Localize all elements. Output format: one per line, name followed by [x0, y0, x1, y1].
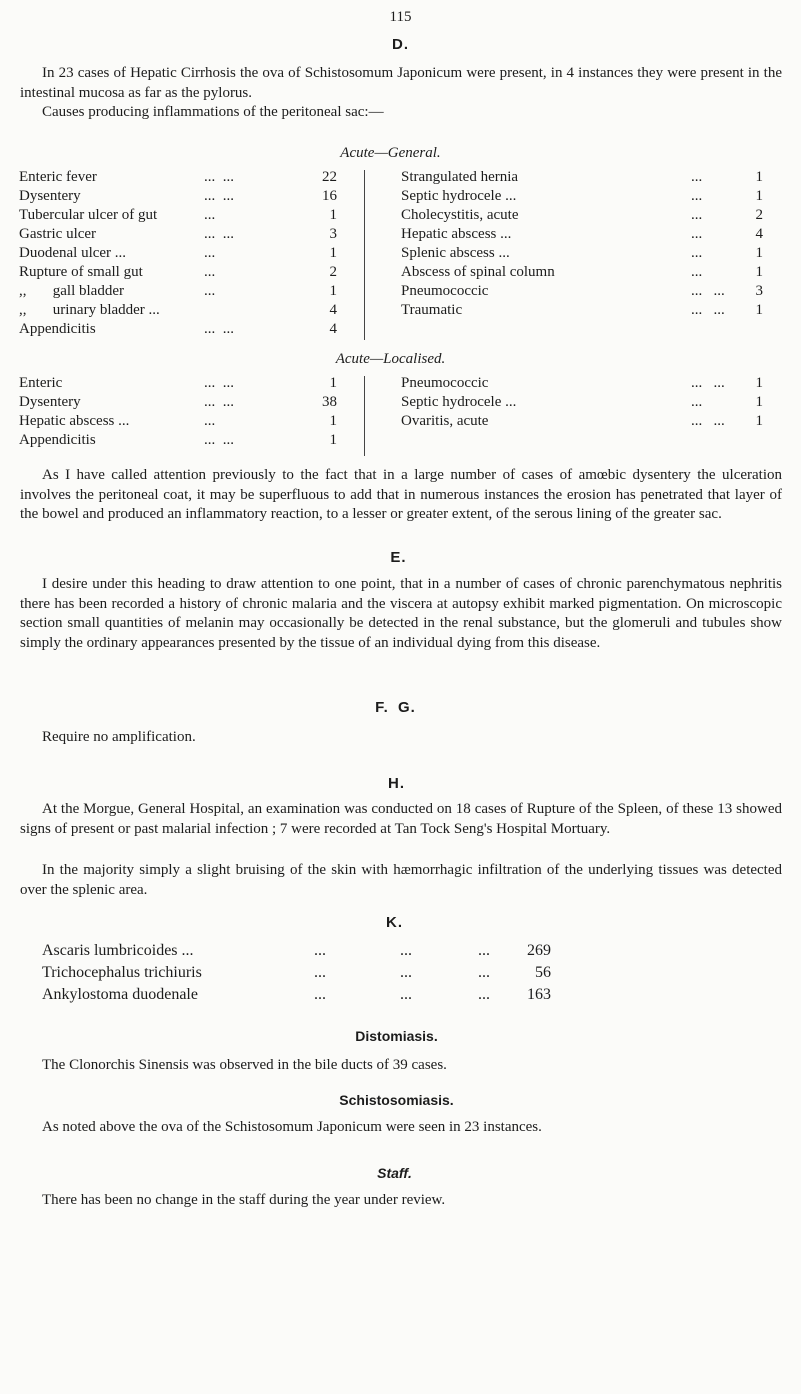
row-leader-dots: ... [204, 413, 216, 429]
row-value: 1 [755, 264, 763, 280]
row-label: Rupture of small gut [19, 264, 143, 280]
helminth-name: Ankylostoma duodenale [42, 986, 198, 1003]
section-d-intro: In 23 cases of Hepatic Cirrhosis the ova of Schistosomum Japonicum were present, in 4 instances they were present in the intestinal mucosa as far as the pylorus. [20, 65, 782, 101]
table-row [19, 206, 337, 225]
table-row [401, 263, 763, 282]
list-item [42, 941, 551, 963]
table-row [19, 431, 337, 450]
row-value: 4 [755, 226, 763, 242]
localised-left-table [19, 374, 337, 450]
row-value: 1 [329, 207, 337, 223]
row-label: Cholecystitis, acute [401, 207, 519, 223]
section-fg-heading: F. G. [375, 699, 416, 716]
section-e-text: I desire under this heading to draw attention to one point, that in a number of cases of chronic parenchymatous nephritis there has been recorded a history of chronic malaria and the viscera at autopsy exhibit marked pigmentation. On microscopic section small quantities of melanin may occasionally be detected in the renal substance, but the glomeruli and tubules show simply the ordinary appearances presented by the tissue of an individual dying from this disease. [20, 576, 782, 651]
row-value: 1 [755, 413, 763, 429]
section-h-text-2: In the majority simply a slight bruising of the skin with hæmorrhagic infiltration of the underlying tissues was detected over the splenic area. [20, 862, 782, 898]
row-value: 4 [329, 302, 337, 318]
row-value: 1 [755, 169, 763, 185]
helminth-count: 269 [527, 942, 551, 959]
row-label: Ovaritis, acute [401, 413, 489, 429]
leader-dots: ... [478, 964, 490, 981]
section-h-heading: H. [388, 775, 405, 792]
row-label: Appendicitis [19, 432, 96, 448]
table-row [19, 412, 337, 431]
table-row [401, 244, 763, 263]
row-value: 2 [329, 264, 337, 280]
leader-dots: ... [400, 942, 412, 959]
leader-dots: ... [478, 942, 490, 959]
row-leader-dots: ... [204, 283, 216, 299]
row-leader-dots: ... ... [204, 188, 234, 204]
row-value: 1 [755, 375, 763, 391]
table-row [401, 301, 763, 320]
table-row [401, 206, 763, 225]
table-row [19, 187, 337, 206]
schistosomiasis-text: As noted above the ova of the Schistosomum Japonicum were seen in 23 instances. [42, 1119, 542, 1135]
table-divider [364, 170, 365, 340]
staff-heading: Staff. [377, 1165, 412, 1181]
leader-dots: ... [400, 964, 412, 981]
row-leader-dots: ... ... [691, 283, 725, 299]
localised-right-table [401, 374, 763, 431]
list-item [42, 963, 551, 985]
section-d-heading: D. [392, 36, 409, 53]
row-leader-dots: ... [691, 264, 703, 280]
schistosomiasis-heading: Schistosomiasis. [339, 1092, 454, 1108]
table-row [19, 301, 337, 320]
row-label: ,, urinary bladder ... [19, 302, 160, 318]
row-leader-dots: ... [204, 245, 216, 261]
table-divider [364, 376, 365, 456]
row-value: 1 [329, 413, 337, 429]
row-leader-dots: ... ... [204, 321, 234, 337]
row-value: 2 [755, 207, 763, 223]
acute-general-heading: Acute—General. [340, 145, 441, 161]
staff-text: There has been no change in the staff during the year under review. [42, 1192, 446, 1208]
helminth-table [42, 941, 551, 1007]
row-label: Dysentery [19, 188, 81, 204]
row-leader-dots: ... [691, 226, 703, 242]
row-label: Hepatic abscess ... [401, 226, 512, 242]
row-value: 22 [322, 169, 337, 185]
row-value: 3 [755, 283, 763, 299]
page-number: 115 [389, 9, 412, 25]
row-leader-dots: ... ... [204, 226, 234, 242]
row-leader-dots: ... ... [204, 432, 234, 448]
distomiasis-heading: Distomiasis. [355, 1028, 438, 1044]
table-row [401, 168, 763, 187]
row-label: Pneumococcic [401, 375, 489, 391]
row-leader-dots: ... [691, 169, 703, 185]
helminth-name: Ascaris lumbricoides ... [42, 942, 194, 959]
row-label: ,, gall bladder [19, 283, 124, 299]
table-row [19, 244, 337, 263]
table-row [19, 225, 337, 244]
row-label: Septic hydrocele ... [401, 188, 517, 204]
table-row [401, 225, 763, 244]
section-fg-text: Require no amplification. [42, 729, 196, 745]
row-label: Duodenal ulcer ... [19, 245, 127, 261]
section-h-text-1: At the Morgue, General Hospital, an examination was conducted on 18 cases of Rupture of the Spleen, of these 13 showed signs of present or past malarial infection ; 7 were recorded at Tan Tock Seng's Hospital Mortuary. [20, 801, 782, 837]
row-label: Enteric [19, 375, 63, 391]
row-value: 1 [329, 283, 337, 299]
leader-dots: ... [314, 942, 326, 959]
table-row [19, 393, 337, 412]
table-row [19, 168, 337, 187]
row-leader-dots: ... ... [204, 394, 234, 410]
section-e-heading: E. [390, 549, 407, 566]
row-leader-dots: ... [204, 207, 216, 223]
distomiasis-text: The Clonorchis Sinensis was observed in the bile ducts of 39 cases. [42, 1057, 447, 1073]
row-value: 38 [322, 394, 337, 410]
row-leader-dots: ... [691, 207, 703, 223]
row-value: 16 [322, 188, 337, 204]
row-label: Strangulated hernia [401, 169, 519, 185]
row-value: 1 [755, 302, 763, 318]
row-value: 1 [329, 432, 337, 448]
list-item [42, 985, 551, 1007]
table-row [19, 374, 337, 393]
section-d-closing: As I have called attention previously to the fact that in a large number of cases of amœbic dysentery the ulceration involves the peritoneal coat, it may be superfluous to add that in numerous instances the erosion has penetrated that layer of the bowel and produced an inflammatory reaction, to a lesser or greater extent, of the serous lining of the greater sac. [20, 467, 782, 522]
section-k-heading: K. [386, 914, 403, 931]
row-label: Tubercular ulcer of gut [19, 207, 158, 223]
row-leader-dots: ... ... [691, 413, 725, 429]
helminth-name: Trichocephalus trichiuris [42, 964, 202, 981]
leader-dots: ... [478, 986, 490, 1003]
row-value: 1 [329, 375, 337, 391]
row-value: 1 [755, 394, 763, 410]
general-left-table [19, 168, 337, 339]
row-label: Traumatic [401, 302, 463, 318]
row-value: 4 [329, 321, 337, 337]
row-label: Dysentery [19, 394, 81, 410]
row-leader-dots: ... ... [204, 169, 234, 185]
row-value: 1 [329, 245, 337, 261]
row-leader-dots: ... ... [691, 302, 725, 318]
row-label: Splenic abscess ... [401, 245, 510, 261]
section-d-causes: Causes producing inflammations of the peritoneal sac:— [42, 104, 384, 120]
helminth-count: 56 [535, 964, 551, 981]
helminth-count: 163 [527, 986, 551, 1003]
row-value: 1 [755, 188, 763, 204]
leader-dots: ... [314, 964, 326, 981]
row-label: Appendicitis [19, 321, 96, 337]
table-row [401, 374, 763, 393]
row-label: Septic hydrocele ... [401, 394, 517, 410]
general-right-table [401, 168, 763, 320]
row-label: Abscess of spinal column [401, 264, 555, 280]
leader-dots: ... [314, 986, 326, 1003]
row-leader-dots: ... [691, 188, 703, 204]
row-label: Gastric ulcer [19, 226, 97, 242]
row-value: 3 [329, 226, 337, 242]
table-row [401, 187, 763, 206]
table-row [401, 393, 763, 412]
row-label: Enteric fever [19, 169, 97, 185]
table-row [19, 320, 337, 339]
row-leader-dots: ... [691, 245, 703, 261]
table-row [19, 263, 337, 282]
table-row [401, 282, 763, 301]
row-leader-dots: ... [204, 264, 216, 280]
row-value: 1 [755, 245, 763, 261]
row-leader-dots: ... [691, 394, 703, 410]
row-leader-dots: ... ... [691, 375, 725, 391]
row-label: Pneumococcic [401, 283, 489, 299]
row-label: Hepatic abscess ... [19, 413, 130, 429]
leader-dots: ... [400, 986, 412, 1003]
row-leader-dots: ... ... [204, 375, 234, 391]
table-row [19, 282, 337, 301]
acute-localised-heading: Acute—Localised. [335, 351, 446, 367]
table-row [401, 412, 763, 431]
